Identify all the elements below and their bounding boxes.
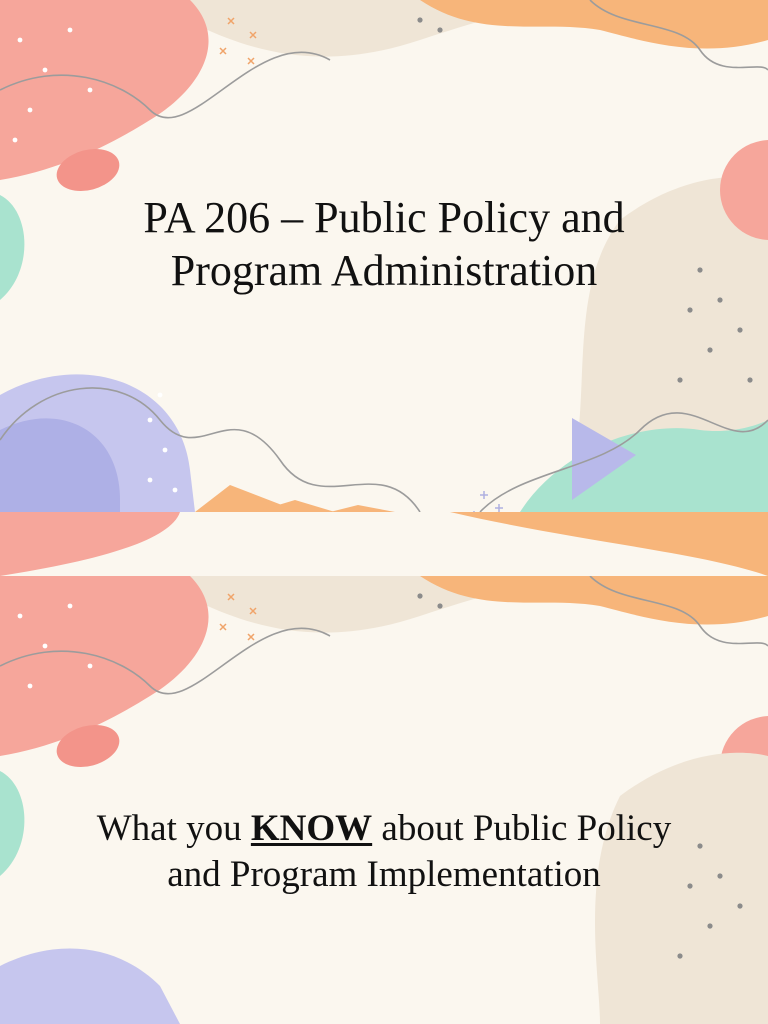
slide-title — [0, 191, 768, 297]
orange-blob — [420, 576, 768, 625]
title-prefix: What you — [96, 808, 251, 849]
decorative-background — [0, 576, 768, 1024]
lavender-blob — [0, 949, 180, 1024]
title-line-2: and Program Implementation — [167, 854, 601, 895]
title-emphasis: KNOW — [250, 808, 373, 849]
orange-blob — [420, 0, 768, 49]
lavender-pluses — [470, 491, 503, 512]
separator-art — [0, 512, 768, 576]
title-line-1: PA 206 – Public Policy and — [143, 193, 625, 242]
slide-title — [0, 806, 768, 898]
title-suffix: about Public Policy — [372, 808, 672, 849]
title-line-2: Program Administration — [170, 246, 598, 295]
title-line-1 — [0, 806, 768, 852]
mint-blob-right — [520, 420, 768, 512]
slide-2 — [0, 576, 768, 1024]
slide-separator — [0, 512, 768, 576]
